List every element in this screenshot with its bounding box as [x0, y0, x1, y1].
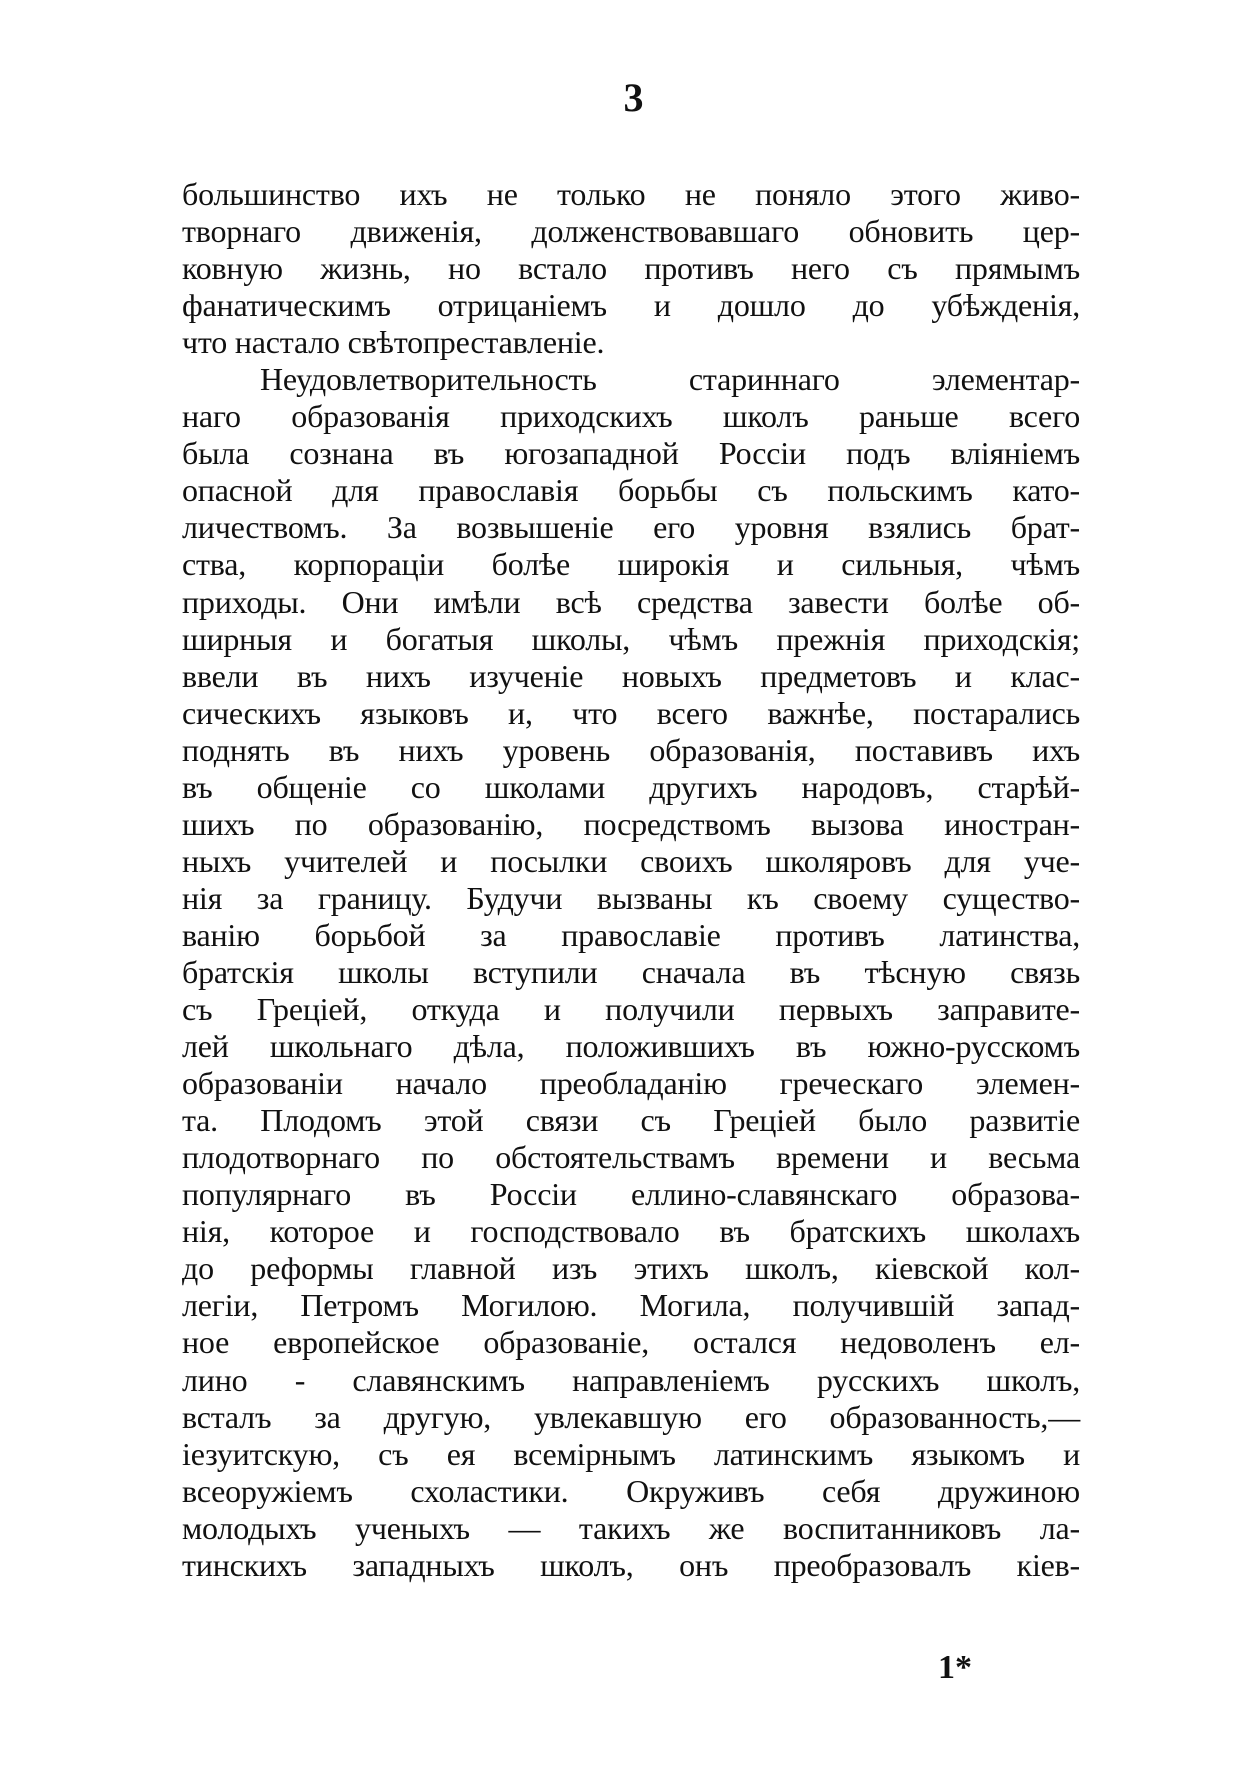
- text-line: шихъ по образованію, посредствомъ вызова иностран-: [182, 805, 1080, 842]
- text-line: нія за границу. Будучи вызваны къ своему существо-: [182, 879, 1080, 916]
- text-line: ширныя и богатыя школы, чѣмъ прежнія приходскія;: [182, 620, 1080, 657]
- text-line: легіи, Петромъ Могилою. Могила, получившій запад-: [182, 1287, 1080, 1324]
- text-line: нія, которое и господствовало въ братскихъ школахъ: [182, 1213, 1080, 1250]
- text-line: ковную жизнь, но встало противъ него съ прямымъ: [182, 250, 1080, 287]
- text-line: личествомъ. За возвышеніе его уровня взялись брат-: [182, 509, 1080, 546]
- text-line: ства, корпораціи болѣе широкія и сильныя, чѣмъ: [182, 546, 1080, 583]
- page-number: 3: [623, 75, 644, 120]
- text-line: лино - славянскимъ направленіемъ русскихъ школъ,: [182, 1361, 1080, 1398]
- text-line: фанатическимъ отрицаніемъ и дошло до убѣжденія,: [182, 287, 1080, 324]
- text-line: ввели въ нихъ изученіе новыхъ предметовъ и клас-: [182, 657, 1080, 694]
- text-line: молодыхъ ученыхъ — такихъ же воспитанниковъ ла-: [182, 1509, 1080, 1546]
- text-line: іезуитскую, съ ея всемірнымъ латинскимъ языкомъ и: [182, 1435, 1080, 1472]
- text-line: образованіи начало преобладанію греческаго элемен-: [182, 1065, 1080, 1102]
- text-line: до реформы главной изъ этихъ школъ, кіевской кол-: [182, 1250, 1080, 1287]
- text-line: въ общеніе со школами другихъ народовъ, старѣй-: [182, 768, 1080, 805]
- text-line: всеоружіемъ схоластики. Окруживъ себя дружиною: [182, 1472, 1080, 1509]
- paragraph-2: [182, 361, 1080, 1584]
- text-line: съ Греціей, откуда и получили первыхъ заправите-: [182, 991, 1080, 1028]
- text-line: братскія школы вступили сначала въ тѣсную связь: [182, 953, 1080, 990]
- text-line: поднять въ нихъ уровень образованія, поставивъ ихъ: [182, 731, 1080, 768]
- text-line: та. Плодомъ этой связи съ Греціей было развитіе: [182, 1102, 1080, 1139]
- text-line: ное европейское образованіе, остался недоволенъ ел-: [182, 1324, 1080, 1361]
- text-line: тинскихъ западныхъ школъ, онъ преобразовалъ кіев-: [182, 1546, 1080, 1583]
- text-line: приходы. Они имѣли всѣ средства завести болѣе об-: [182, 583, 1080, 620]
- text-line: популярнаго въ Россіи еллино-славянскаго образова-: [182, 1176, 1080, 1213]
- text-line: была сознана въ югозападной Россіи подъ вліяніемъ: [182, 435, 1080, 472]
- text-line: лей школьнаго дѣла, положившихъ въ южно-русскомъ: [182, 1028, 1080, 1065]
- text-line: творнаго движенія, долженствовавшаго обновить цер-: [182, 213, 1080, 250]
- body-text: [182, 176, 1080, 1584]
- text-line: плодотворнаго по обстоятельствамъ времени и весьма: [182, 1139, 1080, 1176]
- signature-mark: 1*: [938, 1649, 972, 1686]
- text-line: всталъ за другую, увлекавшую его образованность,—: [182, 1398, 1080, 1435]
- text-line: опасной для православія борьбы съ польскимъ като-: [182, 472, 1080, 509]
- text-line: Неудовлетворительность стариннаго элементар-: [260, 361, 1080, 398]
- text-line: ванію борьбой за православіе противъ латинства,: [182, 916, 1080, 953]
- paragraph-1: [182, 176, 1080, 361]
- text-line: что настало свѣтопреставленіе.: [182, 324, 605, 361]
- text-line: большинство ихъ не только не поняло этого живо-: [182, 176, 1080, 212]
- text-line: ныхъ учителей и посылки своихъ школяровъ для уче-: [182, 842, 1080, 879]
- text-line: наго образованія приходскихъ школъ раньше всего: [182, 398, 1080, 435]
- text-line: сическихъ языковъ и, что всего важнѣе, постарались: [182, 694, 1080, 731]
